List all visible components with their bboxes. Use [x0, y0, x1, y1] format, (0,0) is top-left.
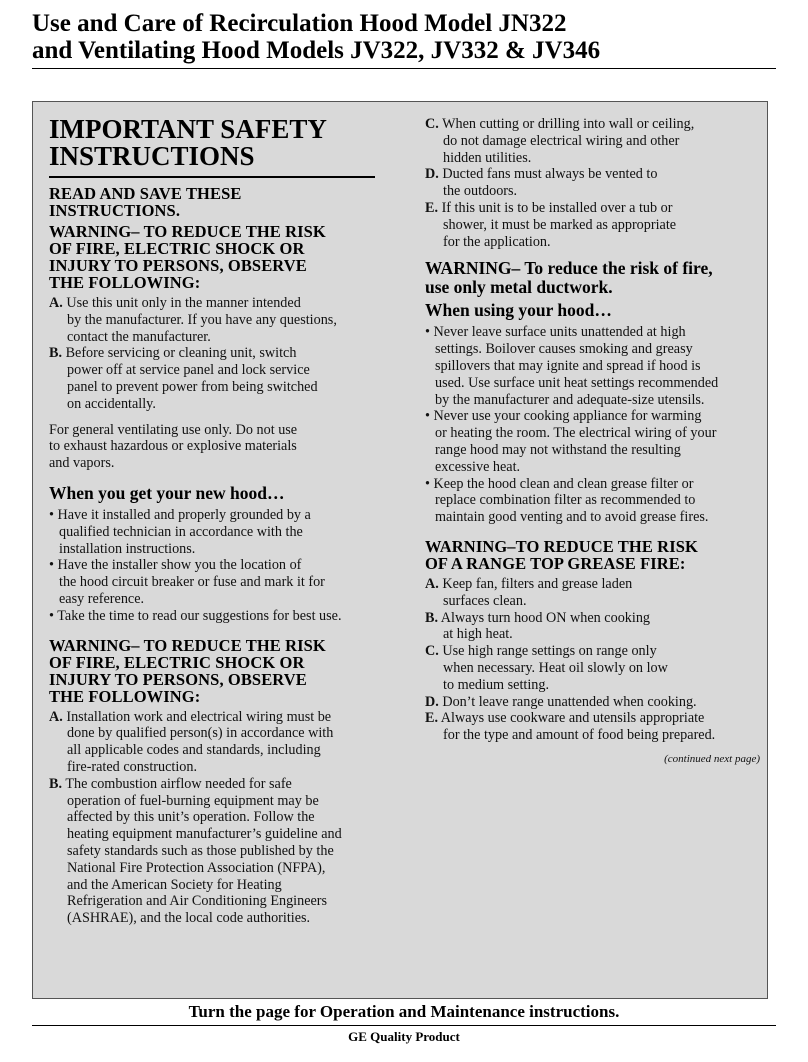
list-item: • Never use your cooking appliance for warming or heating the room. The electrical wiring of your range hood may not withstand the resulting excessive heat. [425, 408, 717, 475]
safety-title: IMPORTANT SAFETY INSTRUCTIONS [49, 116, 375, 178]
document-title-line-1: Use and Care of Recirculation Hood Model JN322 [32, 10, 567, 37]
list-item: B. Before servicing or cleaning unit, switch power off at service panel and lock service panel to prevent power from being switched on accidentally. [49, 345, 318, 412]
using-hood-heading: When using your hood… [425, 300, 612, 321]
list-item: B. The combustion airflow needed for safe operation of fuel-burning equipment may be affected by this unit’s operation. Follow the heating equipment manufacturer’s guideline and safety standards such as those published by the National Fire Protection Association (NFPA), and the American Society for Heating Refrigeration and Air Conditioning Engineers (ASHRAE), and the local code authorities. [49, 775, 342, 927]
warning-heading-installation: WARNING– TO REDUCE THE RISK OF FIRE, ELECTRIC SHOCK OR INJURY TO PERSONS, OBSERVE THE FOLLOWING: [49, 635, 326, 706]
list-item: C. Use high range settings on range only when necessary. Heat oil slowly on low to medium setting. [425, 643, 668, 693]
new-hood-heading: When you get your new hood… [49, 482, 285, 503]
list-item: • Take the time to read our suggestions for best use. [49, 607, 342, 624]
list-item: B. Always turn hood ON when cooking at high heat. [425, 609, 651, 643]
warning-heading-ductwork: WARNING– To reduce the risk of fire, use only metal ductwork. [425, 258, 713, 298]
document-title [32, 10, 776, 64]
warning-heading-grease-fire: WARNING–TO REDUCE THE RISK OF A RANGE TOP GREASE FIRE: [425, 536, 698, 573]
list-item: A. Installation work and electrical wiring must be done by qualified person(s) in accordance with all applicable codes and standards, including fire-rated construction. [49, 708, 334, 775]
safety-instructions-panel [32, 101, 768, 999]
general-use-note: For general ventilating use only. Do not use to exhaust hazardous or explosive materials and vapors. [49, 421, 298, 472]
footer-rule [32, 1025, 776, 1026]
turn-page-note: Turn the page for Operation and Maintenance instructions. [188, 1002, 620, 1021]
list-item: C. When cutting or drilling into wall or ceiling, do not damage electrical wiring and other hidden utilities. [425, 116, 695, 166]
document-title-line-2: and Ventilating Hood Models JV322, JV332 & JV346 [32, 37, 601, 64]
continued-note: (continued next page) [664, 752, 760, 765]
list-item: D. Ducted fans must always be vented to the outdoors. [425, 166, 658, 200]
warning-heading-general: WARNING– TO REDUCE THE RISK OF FIRE, ELECTRIC SHOCK OR INJURY TO PERSONS, OBSERVE THE FOLLOWING: [49, 222, 326, 292]
list-item: • Have it installed and properly grounded by a qualified technician in accordance with the installation instructions. [49, 506, 311, 557]
list-item: E. If this unit is to be installed over a tub or shower, it must be marked as appropriate for the application. [425, 199, 677, 250]
read-save-heading: READ AND SAVE THESE INSTRUCTIONS. [49, 184, 242, 220]
list-item: D. Don’t leave range unattended when cooking. [425, 693, 697, 710]
list-item: • Have the installer show you the location of the hood circuit breaker or fuse and mark it for easy reference. [49, 557, 325, 607]
right-column [425, 116, 760, 766]
list-item: • Never leave surface units unattended at high settings. Boilover causes smoking and greasy spillovers that may ignite and spread if hood is used. Use surface unit heat settings recommended by the manufacturer and adequate-size utensils. [425, 324, 719, 408]
list-item: A. Use this unit only in the manner intended by the manufacturer. If you have any questions, contact the manufacturer. [49, 295, 337, 345]
list-item: A. Keep fan, filters and grease laden surfaces clean. [425, 575, 633, 609]
list-item: • Keep the hood clean and clean grease filter or replace combination filter as recommended to maintain good venting and to avoid grease fires. [425, 475, 709, 526]
list-item: E. Always use cookware and utensils appropriate for the type and amount of food being prepared. [425, 710, 716, 744]
brand-footer: GE Quality Product [348, 1029, 460, 1044]
left-column [49, 114, 384, 927]
header-rule [32, 68, 776, 69]
